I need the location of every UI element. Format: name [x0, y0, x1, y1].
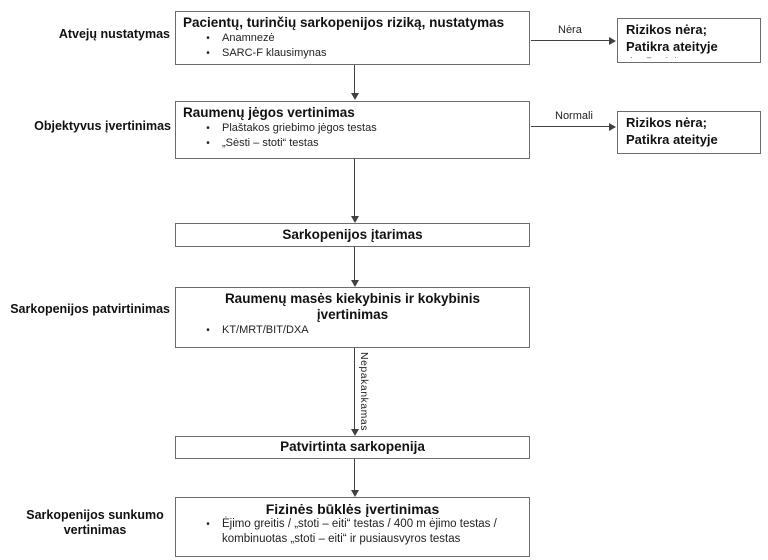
box5-title: Patvirtinta sarkopenija: [280, 439, 425, 454]
box2-bullet-chair: • „Sėsti – stoti“ testas: [176, 136, 529, 151]
connector-box5-box6: [354, 459, 355, 491]
flow-box-physical-performance: [175, 497, 530, 557]
box6-bullet-line2: kombinuotas „stoti – eiti“ ir pusiausvyros testas: [222, 533, 461, 545]
side-box-no-risk-1: [617, 18, 761, 63]
stage-label-confirmation: Sarkopenijos patvirtinimas: [10, 302, 170, 316]
stage-label-case-finding: Atvejų nustatymas: [58, 27, 170, 41]
side-box2-line1: Rizikos nėra;: [626, 115, 707, 130]
bullet-icon: •: [206, 33, 210, 44]
connector-box3-box4: [354, 247, 355, 281]
flow-box-muscle-strength: [175, 101, 530, 159]
down-arrow-icon: [351, 93, 359, 100]
down-arrow-icon: [351, 216, 359, 223]
bullet-icon: •: [206, 138, 210, 149]
bullet-icon: •: [206, 519, 210, 530]
box6-title: Fizinės būklės įvertinimas: [265, 501, 440, 517]
bullet-icon: •: [206, 48, 210, 59]
stage-label-severity: Sarkopenijos sunkumo vertinimas: [26, 508, 164, 537]
side-box1-line1: Rizikos nėra;: [626, 22, 707, 37]
side-box-no-risk-2: [617, 111, 761, 154]
down-arrow-icon: [351, 280, 359, 287]
flow-box-confirmed-sarcopenia: [175, 436, 530, 459]
edge-label-none: Nėra: [558, 24, 582, 36]
edge-label-insufficient: Nepakankamas: [358, 352, 370, 431]
connector-box2-sidebox2: [531, 126, 610, 127]
bullet-icon: •: [206, 325, 210, 336]
box1-bullet-anamnesis: • Anamnezė: [176, 31, 529, 46]
box4-title-line2: įvertinimas: [316, 307, 389, 322]
box1-title: Pacientų, turinčių sarkopenijos riziką, nustatymas: [183, 15, 505, 30]
connector-box2-box3: [354, 159, 355, 217]
edge-label-normal: Normali: [555, 110, 593, 122]
flow-box-suspected-sarcopenia: [175, 223, 530, 247]
right-arrow-icon: [609, 37, 616, 45]
connector-box1-box2: [354, 65, 355, 94]
side-box2-line2: Patikra ateityje: [626, 132, 718, 147]
box6-bullet-tests: [176, 517, 529, 547]
flow-box-muscle-mass-assessment: [175, 287, 530, 348]
clipped-text-fragment: · ‒ ··: [630, 55, 683, 60]
box3-title: Sarkopenijos įtarimas: [282, 227, 423, 242]
stage-label-objective-assessment: Objektyvus įvertinimas: [34, 119, 171, 133]
box1-bullet-sarcf: • SARC-F klausimynas: [176, 46, 529, 61]
right-arrow-icon: [609, 123, 616, 131]
down-arrow-icon: [351, 490, 359, 497]
side-box1-line2: Patikra ateityje: [626, 39, 718, 54]
connector-box4-box5: [354, 348, 355, 430]
box4-title-line1: Raumenų masės kiekybinis ir kokybinis: [224, 291, 481, 306]
connector-box1-sidebox1: [531, 40, 610, 41]
box6-bullet-line1: Ėjimo greitis / „stoti – eiti“ testas / 400 m ėjimo testas /: [222, 518, 497, 530]
box2-bullet-grip: • Plaštakos griebimo jėgos testas: [176, 121, 529, 136]
bullet-icon: •: [206, 123, 210, 134]
flow-box-risk-identification: [175, 11, 530, 65]
box2-title: Raumenų jėgos vertinimas: [183, 105, 355, 120]
box4-bullet-imaging: • KT/MRT/BIT/DXA: [176, 323, 529, 338]
